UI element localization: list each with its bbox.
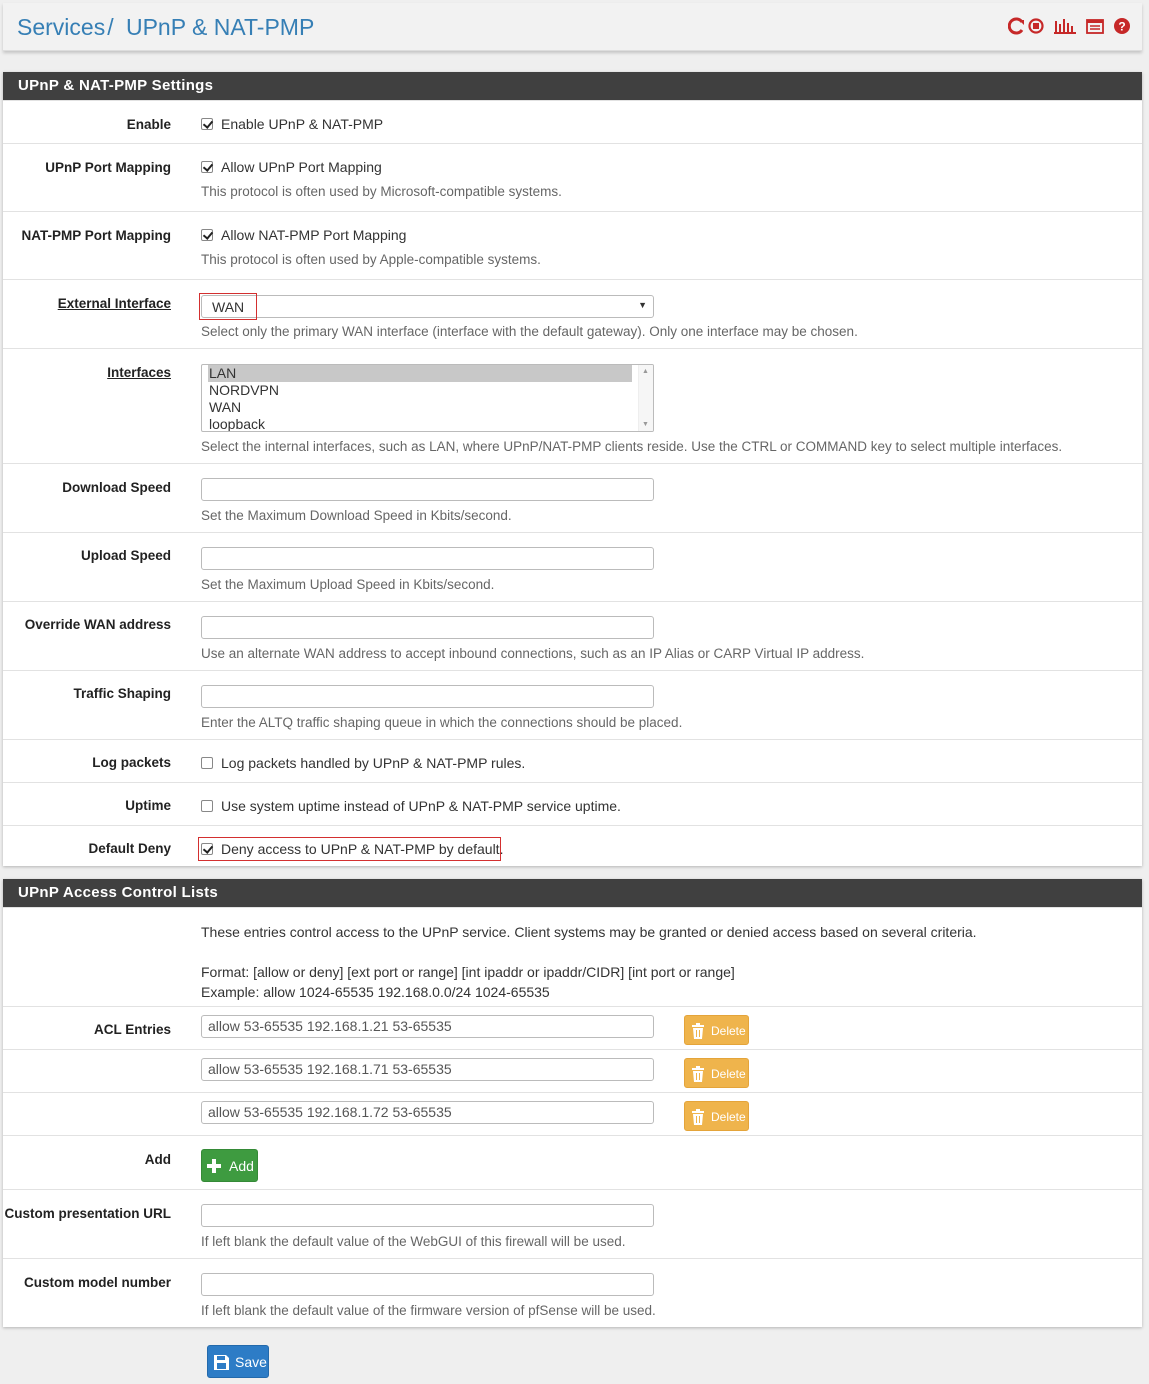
uptime-checkbox[interactable]	[201, 800, 213, 812]
status-graph-icon[interactable]	[1054, 18, 1076, 34]
interfaces-option-wan[interactable]: WAN	[209, 399, 242, 415]
log-packets-checkbox[interactable]	[201, 757, 213, 769]
traffic-shaping-help: Enter the ALTQ traffic shaping queue in which the connections should be placed.	[201, 715, 683, 730]
default-deny-label: Default Deny	[88, 841, 171, 856]
enable-checkbox[interactable]	[201, 118, 213, 130]
upnp-mapping-label: UPnP Port Mapping	[45, 160, 171, 175]
acl-entry-row	[3, 1006, 1142, 1049]
default-deny-row	[3, 825, 1142, 867]
model-number-label: Custom model number	[23, 1275, 171, 1290]
override-wan-row	[3, 601, 1142, 670]
interfaces-help: Select the internal interfaces, such as LAN, where UPnP/NAT-PMP clients reside. Use the CTRL or COMMAND key to select multiple interfaces.	[201, 439, 1063, 454]
acl-entry-row	[3, 1092, 1142, 1135]
enable-checkbox-label: Enable UPnP & NAT-PMP	[221, 116, 384, 133]
scroll-down-icon[interactable]: ▼	[642, 421, 649, 428]
upload-speed-help: Set the Maximum Upload Speed in Kbits/second.	[201, 577, 495, 592]
acl-format: Format: [allow or deny] [ext port or range] [int ipaddr or ipaddr/CIDR] [int port or range]	[201, 964, 735, 980]
traffic-shaping-input[interactable]	[201, 685, 654, 708]
download-speed-row	[3, 463, 1142, 532]
external-interface-select[interactable]	[201, 295, 654, 318]
interfaces-label[interactable]: Interfaces	[107, 365, 171, 380]
traffic-shaping-label: Traffic Shaping	[73, 686, 171, 701]
acl-panel	[3, 879, 1142, 1327]
enable-row	[3, 100, 1142, 143]
acl-panel-title: UPnP Access Control Lists	[3, 879, 1142, 907]
log-packets-checkbox-label: Log packets handled by UPnP & NAT-PMP rules.	[221, 755, 526, 772]
acl-entries-label: ACL Entries	[93, 1022, 171, 1037]
upnp-mapping-control	[201, 158, 382, 175]
breadcrumb-services-link[interactable]: Services	[17, 14, 106, 40]
upnp-mapping-checkbox-label: Allow UPnP Port Mapping	[221, 159, 382, 176]
save-button-label: Save	[235, 1354, 267, 1370]
uptime-label: Uptime	[125, 798, 171, 813]
highlight-box	[198, 837, 504, 861]
natpmp-mapping-label: NAT-PMP Port Mapping	[21, 228, 171, 243]
acl-entry-input[interactable]: allow 53-65535 192.168.1.21 53-65535	[201, 1015, 654, 1038]
default-deny-checkbox-label: Deny access to UPnP & NAT-PMP by default.	[221, 841, 504, 858]
uptime-checkbox-label: Use system uptime instead of UPnP & NAT-PMP service uptime.	[221, 798, 621, 815]
delete-button-label: Delete	[711, 1067, 746, 1081]
enable-label: Enable	[126, 117, 171, 132]
acl-intro: These entries control access to the UPnP service. Client systems may be granted or denied access based on several criteria.	[201, 924, 977, 940]
natpmp-mapping-help: This protocol is often used by Apple-compatible systems.	[201, 252, 541, 267]
model-number-help: If left blank the default value of the firmware version of pfSense will be used.	[201, 1303, 656, 1318]
add-button[interactable]	[201, 1149, 258, 1182]
page-header	[3, 3, 1142, 51]
add-label: Add	[144, 1152, 171, 1167]
trash-icon	[691, 1023, 705, 1042]
acl-info-row	[3, 907, 1142, 1006]
settings-panel-title: UPnP & NAT-PMP Settings	[3, 72, 1142, 100]
help-icon[interactable]	[1114, 18, 1130, 34]
header-icons	[1008, 17, 1130, 35]
highlight-box	[199, 293, 257, 320]
breadcrumb-separator: /	[107, 14, 114, 40]
natpmp-mapping-control	[201, 226, 406, 243]
presentation-url-row	[3, 1189, 1142, 1258]
interfaces-row	[3, 348, 1142, 463]
presentation-url-input[interactable]	[201, 1204, 654, 1227]
acl-entry-input[interactable]: allow 53-65535 192.168.1.72 53-65535	[201, 1101, 654, 1124]
interfaces-scrollbar[interactable]	[638, 365, 653, 431]
model-number-row	[3, 1258, 1142, 1327]
scroll-up-icon[interactable]: ▲	[642, 368, 649, 375]
add-button-label: Add	[229, 1158, 254, 1174]
interfaces-option-loopback[interactable]: loopback	[209, 416, 266, 432]
delete-button[interactable]	[684, 1058, 749, 1088]
presentation-url-label: Custom presentation URL	[4, 1206, 171, 1221]
stop-service-icon[interactable]	[1028, 18, 1044, 34]
acl-example: Example: allow 1024-65535 192.168.0.0/24 1024-65535	[201, 984, 550, 1000]
interfaces-option-nordvpn[interactable]: NORDVPN	[209, 382, 280, 398]
override-wan-help: Use an alternate WAN address to accept inbound connections, such as an IP Alias or CARP Virtual IP address.	[201, 646, 865, 661]
save-icon	[214, 1355, 229, 1373]
log-packets-row	[3, 739, 1142, 782]
external-interface-label[interactable]: External Interface	[57, 296, 171, 311]
upload-speed-label: Upload Speed	[80, 548, 171, 563]
delete-button-label: Delete	[711, 1110, 746, 1124]
enable-control	[201, 115, 383, 132]
page-title[interactable]: UPnP & NAT-PMP	[125, 14, 315, 40]
upload-speed-row	[3, 532, 1142, 601]
trash-icon	[691, 1109, 705, 1128]
acl-entry-row	[3, 1049, 1142, 1092]
trash-icon	[691, 1066, 705, 1085]
add-row	[3, 1135, 1142, 1189]
presentation-url-help: If left blank the default value of the WebGUI of this firewall will be used.	[201, 1234, 626, 1249]
uptime-row	[3, 782, 1142, 825]
external-interface-value: WAN	[212, 299, 245, 315]
override-wan-label: Override WAN address	[24, 617, 171, 632]
restart-service-icon[interactable]	[1008, 17, 1026, 35]
upnp-mapping-checkbox[interactable]	[201, 161, 213, 173]
delete-button[interactable]	[684, 1015, 749, 1045]
download-speed-label: Download Speed	[62, 480, 171, 495]
uptime-control	[201, 797, 621, 814]
model-number-input[interactable]	[201, 1273, 654, 1296]
svg-text:?: ?	[1118, 19, 1126, 34]
natpmp-mapping-checkbox-label: Allow NAT-PMP Port Mapping	[221, 227, 407, 244]
plus-icon	[207, 1159, 221, 1176]
upnp-mapping-row	[3, 143, 1142, 211]
acl-entry-input[interactable]: allow 53-65535 192.168.1.71 53-65535	[201, 1058, 654, 1081]
natpmp-mapping-row	[3, 211, 1142, 279]
save-button[interactable]	[207, 1345, 269, 1378]
interfaces-multiselect[interactable]	[201, 364, 654, 432]
delete-button[interactable]	[684, 1101, 749, 1131]
external-interface-row	[3, 279, 1142, 348]
delete-button-label: Delete	[711, 1024, 746, 1038]
log-icon[interactable]	[1086, 19, 1104, 34]
download-speed-input[interactable]	[201, 478, 654, 501]
external-interface-help: Select only the primary WAN interface (interface with the default gateway). Only one interface may be chosen.	[201, 324, 858, 339]
settings-panel	[3, 72, 1142, 866]
download-speed-help: Set the Maximum Download Speed in Kbits/second.	[201, 508, 512, 523]
dropdown-arrow-icon: ▼	[638, 300, 647, 310]
traffic-shaping-row	[3, 670, 1142, 739]
upload-speed-input[interactable]	[201, 547, 654, 570]
natpmp-mapping-checkbox[interactable]	[201, 229, 213, 241]
interfaces-option-lan[interactable]: LAN	[208, 365, 632, 382]
log-packets-label: Log packets	[92, 755, 171, 770]
override-wan-input[interactable]	[201, 616, 654, 639]
upnp-mapping-help: This protocol is often used by Microsoft-compatible systems.	[201, 184, 562, 199]
log-packets-control	[201, 754, 525, 771]
breadcrumb	[17, 14, 314, 41]
